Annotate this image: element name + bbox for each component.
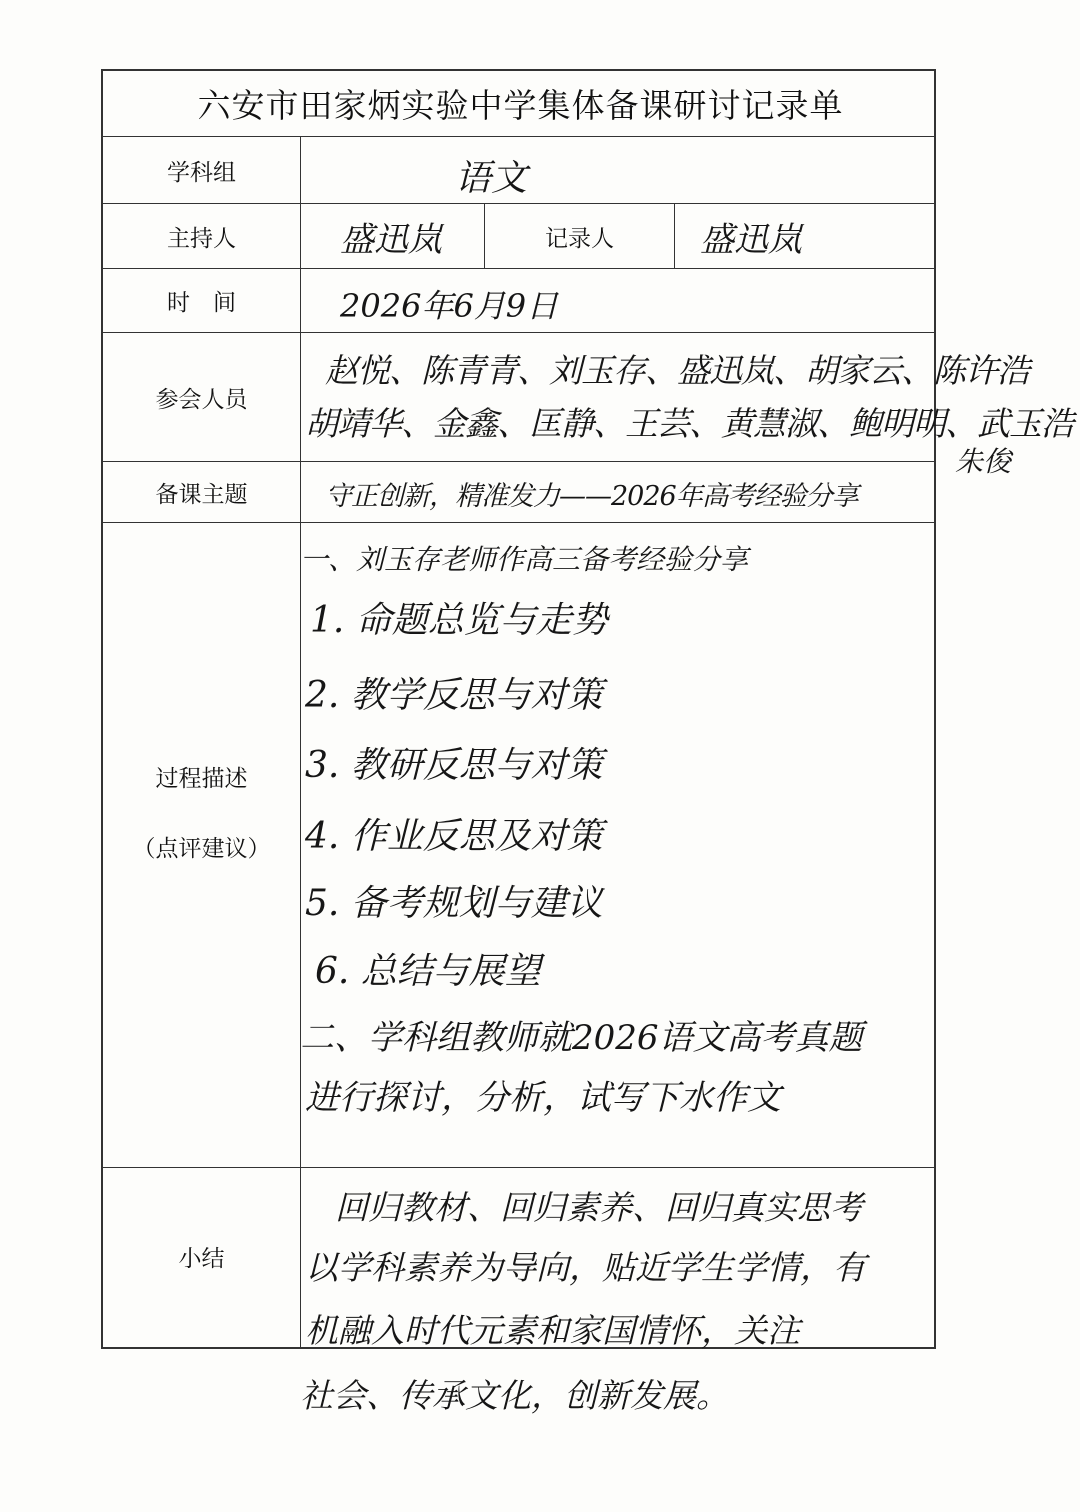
summary-line-2: 以学科素养为导向，贴近学生学情，有 xyxy=(305,1248,866,1287)
process-item: 进行探讨，分析，试写下水作文 xyxy=(305,1078,781,1118)
recorder-divider xyxy=(674,203,675,268)
process-item: 2. 教学反思与对策 xyxy=(305,675,603,716)
date-value: 2026年6月9日 xyxy=(340,287,559,325)
form-title: 六安市田家炳实验中学集体备课研讨记录单 xyxy=(197,86,844,125)
summary-label: 小结 xyxy=(178,1245,225,1272)
recorder-label: 记录人 xyxy=(545,225,614,252)
topic-value: 守正创新，精准发力——2026年高考经验分享 xyxy=(325,481,858,512)
process-item: 5. 备考规划与建议 xyxy=(305,883,603,924)
attendees-line-2: 胡靖华、金鑫、匡静、王芸、黄慧淑、鲍明明、武玉浩 xyxy=(305,404,1073,443)
process-item: 二、学科组教师就2026语文高考真题 xyxy=(300,1018,863,1058)
recorder-value: 盛迅岚 xyxy=(700,220,802,260)
attendees-label: 参会人员 xyxy=(155,386,248,413)
time-label: 时 间 xyxy=(167,290,236,316)
subject-label: 学科组 xyxy=(167,159,236,186)
host-label: 主持人 xyxy=(167,225,236,252)
topic-label: 备课主题 xyxy=(155,481,248,508)
process-item: 4. 作业反思及对策 xyxy=(305,816,603,857)
process-item: 3. 教研反思与对策 xyxy=(305,745,603,786)
row-divider xyxy=(103,522,934,523)
process-item: 6. 总结与展望 xyxy=(315,951,541,992)
row-divider xyxy=(103,1167,934,1168)
attendees-line-1: 赵悦、陈青青、刘玉存、盛迅岚、胡家云、陈许浩 xyxy=(325,351,1029,390)
summary-line-1: 回归教材、回归素养、回归真实思考 xyxy=(335,1188,863,1227)
process-sublabel: （点评建议） xyxy=(132,835,271,862)
process-item: 一、刘玉存老师作高三备考经验分享 xyxy=(300,543,749,576)
process-label: 过程描述 xyxy=(155,765,248,792)
host-value: 盛迅岚 xyxy=(340,220,442,260)
attendees-line-3: 朱俊 xyxy=(955,445,1012,478)
process-item: 1. 命题总览与走势 xyxy=(310,600,608,641)
label-column-divider xyxy=(300,136,301,1349)
summary-line-4: 社会、传承文化，创新发展。 xyxy=(300,1376,729,1415)
subject-value: 语文 xyxy=(455,158,528,199)
summary-line-3: 机融入时代元素和家国情怀，关注 xyxy=(305,1311,800,1350)
